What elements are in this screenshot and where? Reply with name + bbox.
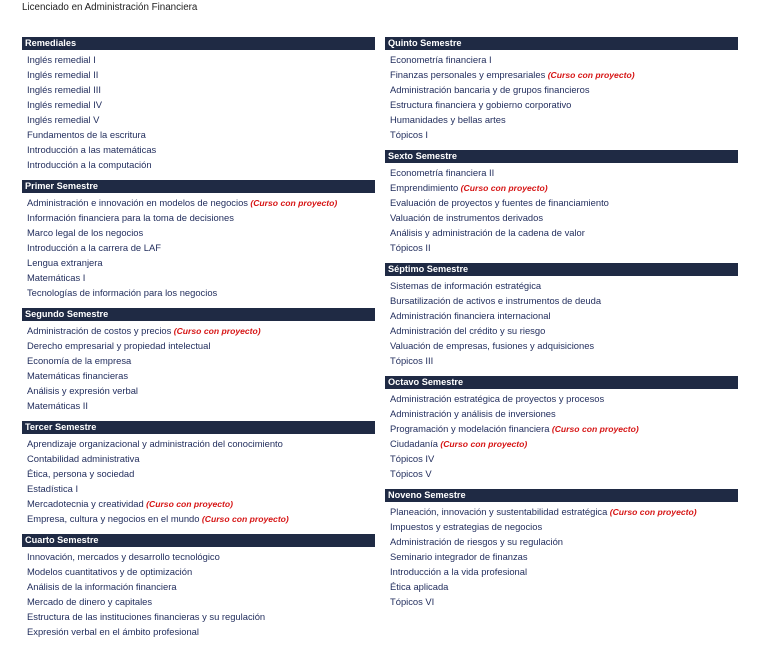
course-name[interactable]: Estructura financiera y gobierno corporativo [390,99,572,110]
course-item[interactable] [385,210,738,225]
course-item[interactable] [22,624,375,639]
course-item[interactable] [22,82,375,97]
section-header: Quinto Semestre [385,37,738,50]
course-name[interactable]: Economía de la empresa [27,355,132,366]
course-item[interactable] [385,180,738,195]
course-name[interactable]: Fundamentos de la escritura [27,129,146,140]
course-item[interactable] [385,504,738,519]
course-name[interactable]: Tópicos VI [390,596,435,607]
course-item[interactable] [22,67,375,82]
section-primer-semestre [22,180,375,300]
course-name[interactable]: Análisis de la información financiera [27,581,177,592]
course-name[interactable]: Tecnologías de información para los negocios [27,287,218,298]
course-name[interactable]: Innovación, mercados y desarrollo tecnológico [27,551,220,562]
course-name[interactable]: Matemáticas I [27,272,86,283]
course-name[interactable]: Administración e innovación en modelos de negocios [27,197,248,208]
section-spacer [22,413,375,421]
course-name[interactable]: Impuestos y estrategias de negocios [390,521,543,532]
course-name[interactable]: Introducción a la vida profesional [390,566,528,577]
course-name[interactable]: Mercado de dinero y capitales [27,596,153,607]
section-spacer [22,172,375,180]
section-header: Sexto Semestre [385,150,738,163]
project-badge: (Curso con proyecto) [460,183,548,193]
course-item[interactable] [22,127,375,142]
course-name[interactable]: Tópicos II [390,242,431,253]
project-badge: (Curso con proyecto) [547,70,635,80]
course-name[interactable]: Programación y modelación financiera [390,423,550,434]
course-name[interactable]: Administración de costos y precios [27,325,172,336]
course-item[interactable] [385,519,738,534]
course-list [22,195,375,300]
course-list [385,278,738,368]
course-name[interactable]: Introducción a la carrera de LAF [27,242,161,253]
course-name[interactable]: Estructura de las instituciones financieras y su regulación [27,611,266,622]
course-item[interactable] [385,97,738,112]
course-item[interactable] [385,579,738,594]
section-header: Séptimo Semestre [385,263,738,276]
section-quinto-semestre [385,37,738,142]
section-header: Cuarto Semestre [22,534,375,547]
course-item[interactable] [22,338,375,353]
course-name[interactable]: Administración del crédito y su riesgo [390,325,546,336]
course-item[interactable] [385,323,738,338]
section-header: Primer Semestre [22,180,375,193]
course-name[interactable]: Tópicos V [390,468,432,479]
course-item[interactable] [22,451,375,466]
course-item[interactable] [22,368,375,383]
section-sexto-semestre [385,150,738,255]
course-item[interactable] [22,210,375,225]
section-spacer [22,526,375,534]
section-header: Remediales [22,37,375,50]
course-item[interactable] [385,195,738,210]
course-item[interactable] [22,270,375,285]
course-name[interactable]: Expresión verbal en el ámbito profesional [27,626,199,637]
course-list [385,52,738,142]
section-header: Noveno Semestre [385,489,738,502]
course-item[interactable] [385,406,738,421]
course-item[interactable] [22,466,375,481]
course-list [22,52,375,172]
course-name[interactable]: Empresa, cultura y negocios en el mundo [27,513,200,524]
course-name[interactable]: Análisis y administración de la cadena de valor [390,227,585,238]
course-item[interactable] [22,496,375,511]
course-item[interactable] [22,549,375,564]
section-octavo-semestre [385,376,738,481]
course-item[interactable] [22,353,375,368]
course-item[interactable] [385,534,738,549]
course-item[interactable] [385,353,738,368]
course-list [385,504,738,609]
course-name[interactable]: Inglés remedial IV [27,99,103,110]
course-name[interactable]: Matemáticas financieras [27,370,129,381]
course-name[interactable]: Estadística I [27,483,79,494]
course-name[interactable]: Finanzas personales y empresariales [390,69,546,80]
section-segundo-semestre [22,308,375,413]
course-item[interactable] [385,52,738,67]
course-item[interactable] [22,481,375,496]
section-spacer [385,481,738,489]
course-item[interactable] [385,466,738,481]
course-name[interactable]: Tópicos I [390,129,429,140]
section-septimo-semestre [385,263,738,368]
course-name[interactable]: Planeación, innovación y sustentabilidad estratégica [390,506,608,517]
course-item[interactable] [385,278,738,293]
course-item[interactable] [385,112,738,127]
course-item[interactable] [22,609,375,624]
course-item[interactable] [22,142,375,157]
course-name[interactable]: Administración estratégica de proyectos y procesos [390,393,605,404]
course-item[interactable] [385,82,738,97]
project-badge: (Curso con proyecto) [201,514,289,524]
course-item[interactable] [22,594,375,609]
course-name[interactable]: Tópicos III [390,355,434,366]
course-item[interactable] [22,195,375,210]
course-name[interactable]: Inglés remedial III [27,84,101,95]
course-item[interactable] [385,594,738,609]
course-item[interactable] [22,285,375,300]
right-column [385,37,738,609]
section-noveno-semestre [385,489,738,609]
course-name[interactable]: Tópicos IV [390,453,435,464]
section-header: Segundo Semestre [22,308,375,321]
course-name[interactable]: Aprendizaje organizacional y administración del conocimiento [27,438,283,449]
course-name[interactable]: Inglés remedial I [27,54,96,65]
course-name[interactable]: Introducción a la computación [27,159,152,170]
course-list [22,436,375,526]
course-item[interactable] [22,323,375,338]
course-name[interactable]: Administración bancaria y de grupos financieros [390,84,590,95]
course-name[interactable]: Econometría financiera II [390,167,495,178]
course-name[interactable]: Administración financiera internacional [390,310,551,321]
course-name[interactable]: Matemáticas II [27,400,88,411]
project-badge: (Curso con proyecto) [173,326,261,336]
course-item[interactable] [22,112,375,127]
course-name[interactable]: Marco legal de los negocios [27,227,144,238]
section-spacer [385,255,738,263]
course-name[interactable]: Seminario integrador de finanzas [390,551,528,562]
course-name[interactable]: Sistemas de información estratégica [390,280,542,291]
project-badge: (Curso con proyecto) [551,424,639,434]
course-name[interactable]: Ciudadanía [390,438,438,449]
course-name[interactable]: Derecho empresarial y propiedad intelectual [27,340,211,351]
course-item[interactable] [22,511,375,526]
course-item[interactable] [385,240,738,255]
course-name[interactable]: Administración y análisis de inversiones [390,408,556,419]
course-item[interactable] [22,225,375,240]
course-item[interactable] [385,564,738,579]
course-item[interactable] [22,436,375,451]
section-header: Octavo Semestre [385,376,738,389]
course-list [22,549,375,639]
course-item[interactable] [385,308,738,323]
course-item[interactable] [22,52,375,67]
course-item[interactable] [22,240,375,255]
course-name[interactable]: Análisis y expresión verbal [27,385,138,396]
course-item[interactable] [385,549,738,564]
course-list [22,323,375,413]
course-name[interactable]: Valuación de instrumentos derivados [390,212,544,223]
course-item[interactable] [385,127,738,142]
course-item[interactable] [385,391,738,406]
course-name[interactable]: Valuación de empresas, fusiones y adquisiciones [390,340,595,351]
course-name[interactable]: Econometría financiera I [390,54,492,65]
section-remediales [22,37,375,172]
course-item[interactable] [22,383,375,398]
course-name[interactable]: Emprendimiento [390,182,459,193]
course-item[interactable] [22,255,375,270]
course-name[interactable]: Introducción a las matemáticas [27,144,157,155]
course-item[interactable] [22,97,375,112]
course-item[interactable] [385,436,738,451]
course-item[interactable] [22,564,375,579]
section-cuarto-semestre [22,534,375,639]
course-item[interactable] [385,293,738,308]
course-item[interactable] [385,225,738,240]
course-name[interactable]: Ética aplicada [390,581,449,592]
course-item[interactable] [22,579,375,594]
course-name[interactable]: Administración de riesgos y su regulación [390,536,564,547]
course-name[interactable]: Mercadotecnia y creatividad [27,498,144,509]
section-spacer [385,142,738,150]
project-badge: (Curso con proyecto) [609,507,697,517]
left-column [22,37,375,639]
course-item[interactable] [385,421,738,436]
course-name[interactable]: Ética, persona y sociedad [27,468,135,479]
course-name[interactable]: Inglés remedial II [27,69,99,80]
project-badge: (Curso con proyecto) [250,198,338,208]
course-list [385,391,738,481]
page-title: Licenciado en Administración Financiera [22,2,198,13]
project-badge: (Curso con proyecto) [440,439,528,449]
course-name[interactable]: Evaluación de proyectos y fuentes de financiamiento [390,197,609,208]
section-spacer [22,300,375,308]
section-spacer [385,368,738,376]
course-name[interactable]: Humanidades y bellas artes [390,114,506,125]
project-badge: (Curso con proyecto) [146,499,234,509]
course-item[interactable] [385,165,738,180]
course-item[interactable] [385,67,738,82]
course-item[interactable] [385,451,738,466]
course-name[interactable]: Modelos cuantitativos y de optimización [27,566,193,577]
course-name[interactable]: Inglés remedial V [27,114,100,125]
section-tercer-semestre [22,421,375,526]
section-header: Tercer Semestre [22,421,375,434]
course-list [385,165,738,255]
course-item[interactable] [22,157,375,172]
course-name[interactable]: Lengua extranjera [27,257,103,268]
course-item[interactable] [385,338,738,353]
course-name[interactable]: Contabilidad administrativa [27,453,140,464]
course-item[interactable] [22,398,375,413]
course-name[interactable]: Información financiera para la toma de decisiones [27,212,234,223]
course-name[interactable]: Bursatilización de activos e instrumentos de deuda [390,295,602,306]
